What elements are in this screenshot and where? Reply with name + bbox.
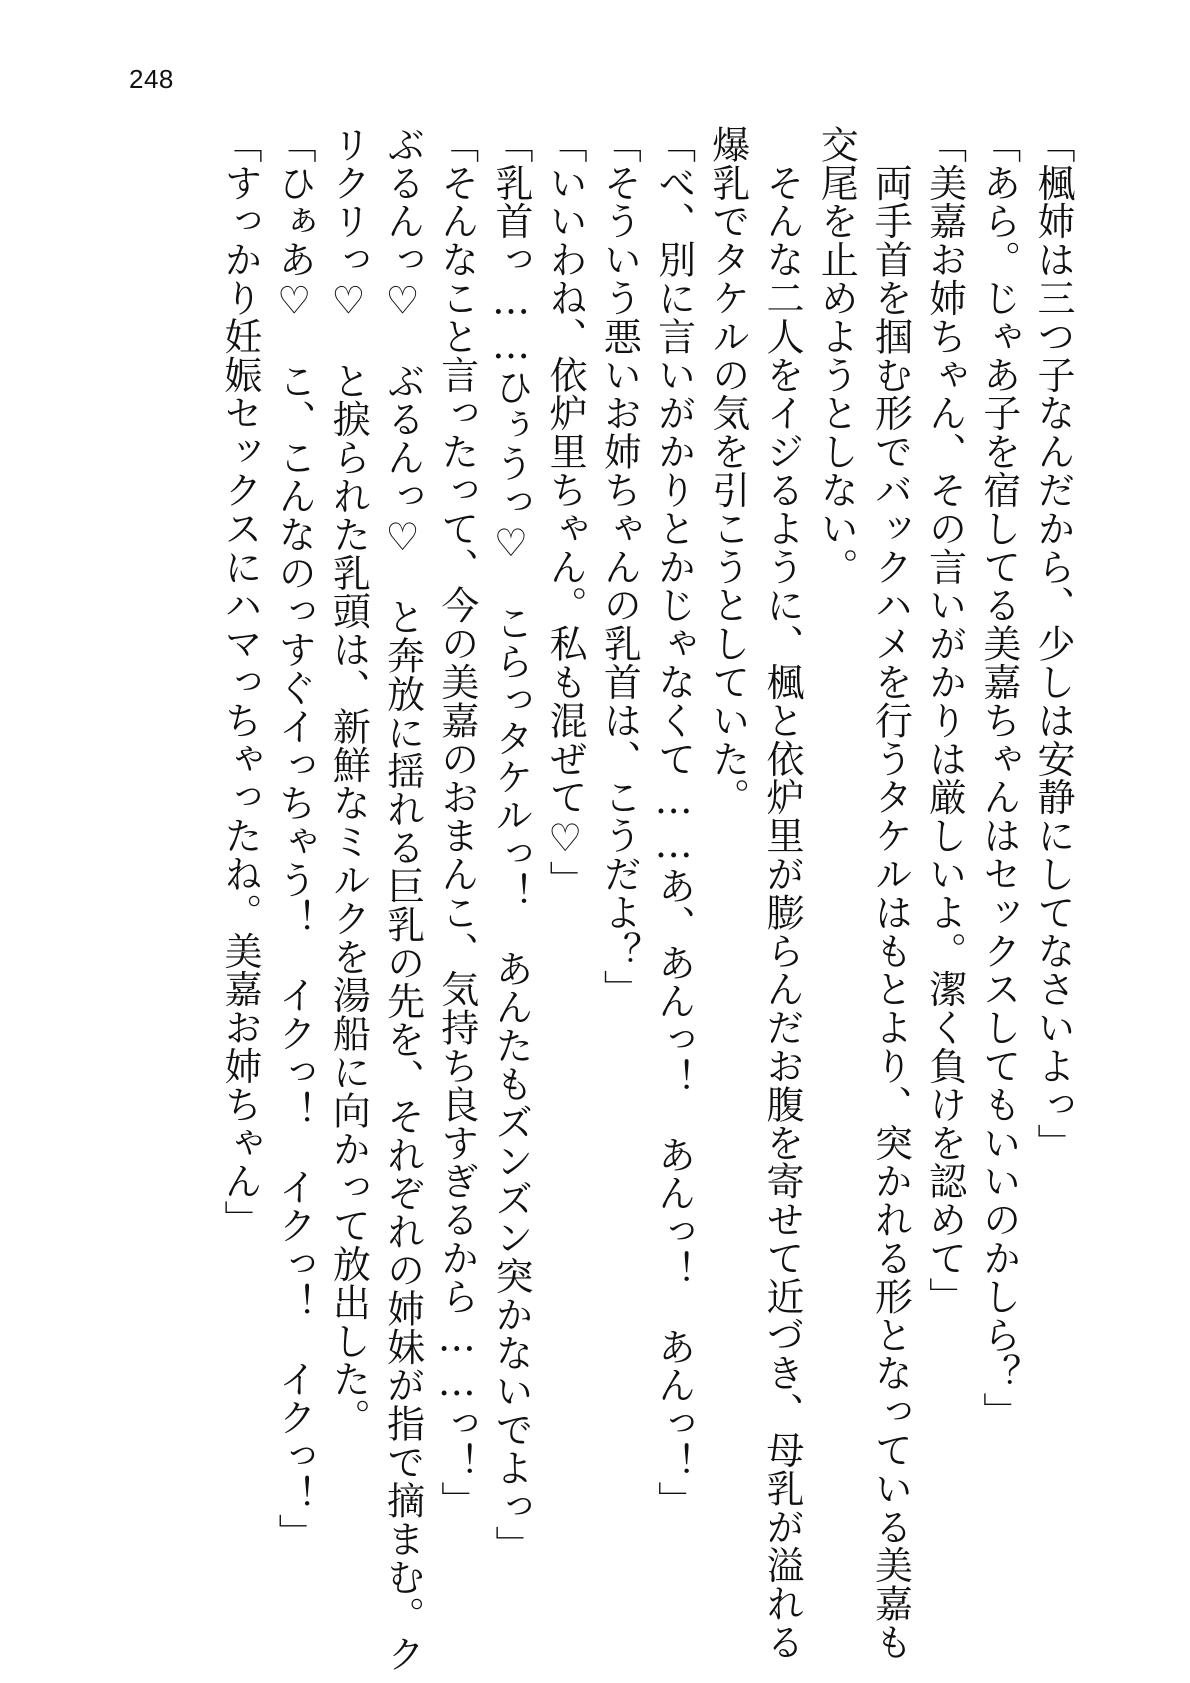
text-line: 「ひぁあ♡ こ、こんなのっすぐイっちゃう！ イクっ！ イクっ！ イクっ！」 <box>272 125 317 1552</box>
text-line: 「美嘉お姉ちゃん、その言いがかりは厳しいよ。潔く負けを認めて」 <box>922 125 967 1316</box>
text-line: 交尾を止めようとしない。 <box>814 125 859 586</box>
text-line: ぶるんっ♡ ぶるんっ♡ と奔放に揺れる巨乳の先を、それぞれの姉妹が指で摘まむ。ク <box>380 125 425 1673</box>
text-line: 「あら。じゃあ子を宿してる美嘉ちゃんはセックスしてもいいのかしら？」 <box>976 125 1021 1431</box>
text-line: そんな二人をイジるように、楓と依炉里が膨らんだお腹を寄せて近づき、母乳が溢れる <box>759 125 804 1661</box>
text-line: 爆乳でタケルの気を引こうとしていた。 <box>705 125 750 817</box>
text-line: 「すっかり妊娠セックスにハマっちゃったね。美嘉お姉ちゃん」 <box>217 125 262 1239</box>
page-number: 248 <box>129 64 174 94</box>
text-line: リクリっ♡ と捩られた乳頭は、新鮮なミルクを湯船に向かって放出した。 <box>326 125 371 1437</box>
body-text <box>213 125 1080 1673</box>
text-line: 「そんなこと言ったって、今の美嘉のおまんこ、気持ち良すぎるから……っ！」 <box>434 125 479 1520</box>
text-line: 「乳首っ……ひぅうっ♡ こらっタケルっ！ あんたもズンズン突かないでよっ」 <box>488 125 533 1564</box>
text-line: 両手首を掴む形でバックハメを行うタケルはもとより、突かれる形となっている美嘉も <box>868 125 913 1661</box>
text-line: 「そういう悪いお姉ちゃんの乳首は、こうだよ？」 <box>597 125 642 1009</box>
text-line: 「いいわね、依炉里ちゃん。私も混ぜて♡」 <box>543 125 588 899</box>
text-line: 「べ、別に言いがかりとかじゃなくて……あ、あんっ！ あんっ！ あんっ！」 <box>651 125 696 1520</box>
text-line: 「楓姉は三つ子なんだから、少しは安静にしてなさいよっ」 <box>1031 125 1075 1162</box>
